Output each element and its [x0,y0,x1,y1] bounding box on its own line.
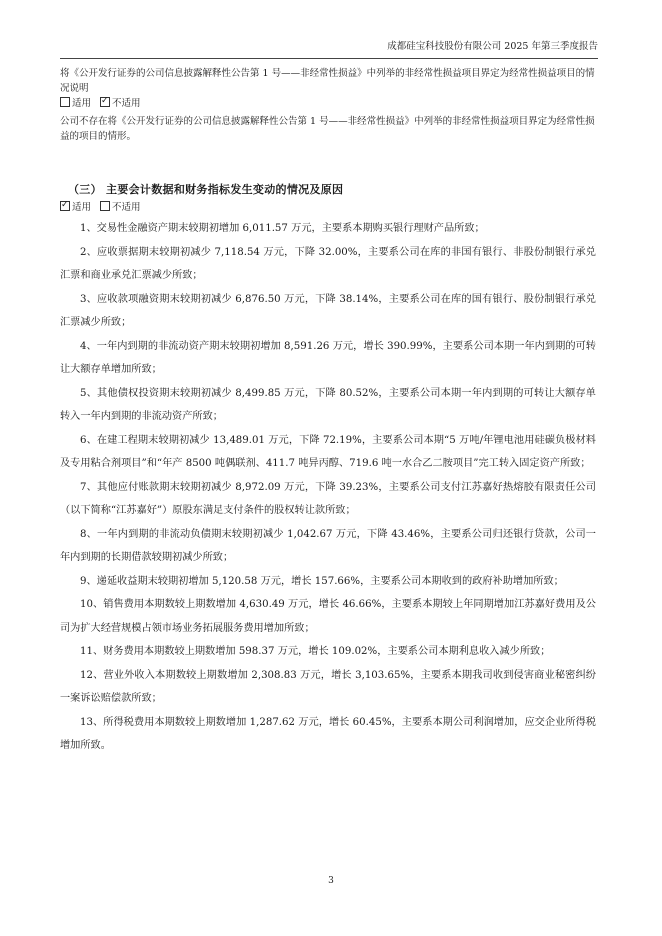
list-item: 1、交易性金融资产期末较期初增加 6,011.57 万元，主要系本期购买银行理财产品所致； [80,223,485,234]
list-item: 5、其他债权投资期末较期初减少 8,499.85 万元，下降 80.52%，主要系公司本期一年内到期的可转让大额存单转入一年内到期的非流动资产所致； [60,387,596,422]
list-item: 3、应收款项融资期末较期初减少 6,876.50 万元，下降 38.14%，主要系公司在库的国有银行、股份制银行承兑汇票减少所致； [60,293,596,328]
checkbox-icon [60,201,70,211]
option-label: 适用 [72,202,92,213]
list-item: 7、其他应付账款期末较期初减少 8,972.09 万元，下降 39.23%，主要系公司支付江苏嘉好热熔胶有限责任公司（以下简称“江苏嘉好”）原股东满足支付条件的股权转让款所致； [60,481,596,516]
checkbox-icon [60,97,70,107]
notice-statement: 公司不存在将《公开发行证券的公司信息披露解释性公告第 1 号——非经常性损益》中列举的非经常性损益项目界定为经常性损益的项目的情形。 [60,116,595,142]
checkbox-icon [100,201,110,211]
list-item: 6、在建工程期末较期初减少 13,489.01 万元，下降 72.19%，主要系公司本期“5 万吨/年锂电池用硅碳负极材料及专用粘合剂项目”和“年产 8500 吨偶联剂、411.7 吨异丙醇、719.6 吨一水合乙二胺项目”完工转入固定资产所致； [60,434,596,469]
list-item: 10、销售费用本期数较上期数增加 4,630.49 万元，增长 46.66%，主要系本期较上年同期增加江苏嘉好费用及公司为扩大经营规模占领市场业务拓展服务费用增加所致； [60,599,596,634]
change-explanations [60,217,596,758]
list-item: 9、递延收益期末较期初增加 5,120.58 万元，增长 157.66%，主要系公司本期收到的政府补助增加所致； [80,575,564,587]
notice-option-applicable[interactable] [60,98,94,109]
checkbox-icon [100,97,110,107]
list-item: 2、应收票据期末较期初减少 7,118.54 万元，下降 32.00%，主要系公司在库的非国有银行、非股份制银行承兑汇票和商业承兑汇票减少所致； [60,246,596,281]
list-item: 8、一年内到期的非流动负债期末较期初减少 1,042.67 万元，下降 43.46%，主要系公司归还银行贷款，公司一年内到期的长期借款较期初减少所致； [60,528,596,563]
list-item: 4、一年内到期的非流动资产期末较期初增加 8,591.26 万元，增长 390.99%，主要系公司本期一年内到期的可转让大额存单增加所致； [60,340,596,375]
list-item: 12、营业外收入本期数较上期数增加 2,308.83 万元，增长 3,103.65%，主要系本期我司收到侵害商业秘密纠纷一案诉讼赔偿款所致； [60,669,596,704]
section-option-applicable[interactable] [60,202,94,213]
page-number: 3 [328,876,334,886]
option-label: 不适用 [112,202,141,213]
section-option-not-applicable[interactable] [100,202,141,213]
notice-options [60,96,598,111]
notice-option-not-applicable[interactable] [100,98,141,109]
page-header: 成都硅宝科技股份有限公司 2025 年第三季度报告 [60,40,598,59]
section-title: （三） 主要会计数据和财务指标发生变动的情况及原因 [68,183,344,196]
list-item: 13、所得税费用本期数较上期数增加 1,287.62 万元，增长 60.45%，主要系本期公司利润增加，应交企业所得税增加所致。 [60,716,596,751]
option-label: 适用 [72,98,92,109]
section-options [60,200,598,215]
option-label: 不适用 [112,98,141,109]
notice-description: 将《公开发行证券的公司信息披露解释性公告第 1 号——非经常性损益》中列举的非经常性损益项目界定为经常性损益项目的情况说明 [60,68,595,94]
list-item: 11、财务费用本期数较上期数增加 598.37 万元，增长 109.02%，主要系公司本期利息收入减少所致； [80,646,551,657]
